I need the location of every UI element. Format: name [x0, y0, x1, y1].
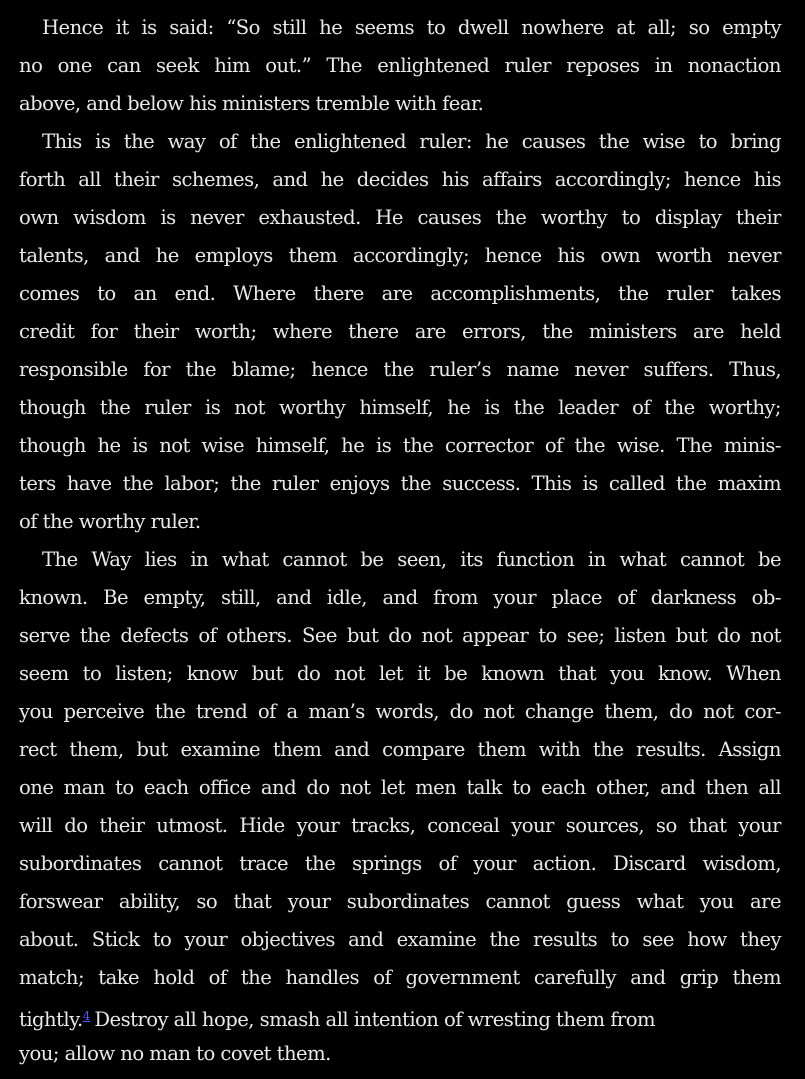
paragraph-3-line-2: known. Be empty, still, and idle, and from your place of darkness ob-	[19, 586, 781, 609]
paragraph-2-line-5: comes to an end. Where there are accomplishments, the ruler takes	[19, 282, 781, 305]
paragraph-3-line-13	[19, 997, 781, 1035]
paragraph-2-line-11: of the worthy ruler.	[19, 510, 201, 533]
paragraph-2-line-7: responsible for the blame; hence the ruler’s name never suffers. Thus,	[19, 358, 781, 381]
paragraph-2-line-1: This is the way of the enlightened ruler: he causes the wise to bring	[42, 130, 781, 153]
paragraph-2-line-9: though he is not wise himself, he is the corrector of the wise. The minis-	[19, 434, 781, 457]
paragraph-1-line-1: Hence it is said: “So still he seems to dwell nowhere at all; so empty	[42, 16, 781, 39]
footnote-line-end: Destroy all hope, smash all intention of wresting them from	[94, 1008, 655, 1031]
paragraph-3-line-3: serve the defects of others. See but do not appear to see; listen but do not	[19, 624, 781, 647]
paragraph-2-line-6: credit for their worth; where there are errors, the ministers are held	[19, 320, 781, 343]
paragraph-3-line-5: you perceive the trend of a man’s words, do not change them, do not cor-	[19, 700, 781, 723]
paragraph-3-line-7: one man to each office and do not let men talk to each other, and then all	[19, 776, 781, 799]
paragraph-1-line-3: above, and below his ministers tremble with fear.	[19, 92, 484, 115]
paragraph-3-line-14: you; allow no man to covet them.	[19, 1042, 331, 1065]
paragraph-2-line-8: though the ruler is not worthy himself, he is the leader of the worthy;	[19, 396, 781, 419]
paragraph-2-line-10: ters have the labor; the ruler enjoys the success. This is called the maxim	[19, 472, 781, 495]
paragraph-3-line-12: match; take hold of the handles of government carefully and grip them	[19, 966, 781, 989]
paragraph-2-line-3: own wisdom is never exhausted. He causes the worthy to display their	[19, 206, 781, 229]
paragraph-2-line-4: talents, and he employs them accordingly; hence his own worth never	[19, 244, 781, 267]
footnote-4-link[interactable]: 4	[82, 1009, 91, 1023]
paragraph-3-line-6: rect them, but examine them and compare them with the results. Assign	[19, 738, 781, 761]
paragraph-2-line-2: forth all their schemes, and he decides his affairs accordingly; hence his	[19, 168, 781, 191]
paragraph-3-line-4: seem to listen; know but do not let it be known that you know. When	[19, 662, 781, 685]
paragraph-3-line-9: subordinates cannot trace the springs of your action. Discard wisdom,	[19, 852, 781, 875]
paragraph-1-line-2: no one can seek him out.” The enlightened ruler reposes in nonaction	[19, 54, 781, 77]
paragraph-3-line-8: will do their utmost. Hide your tracks, conceal your sources, so that your	[19, 814, 781, 837]
paragraph-3-line-10: forswear ability, so that your subordinates cannot guess what you are	[19, 890, 781, 913]
paragraph-3-line-1: The Way lies in what cannot be seen, its function in what cannot be	[42, 548, 781, 571]
footnote-line-start: tightly.	[19, 1008, 83, 1031]
paragraph-3-line-11: about. Stick to your objectives and examine the results to see how they	[19, 928, 781, 951]
